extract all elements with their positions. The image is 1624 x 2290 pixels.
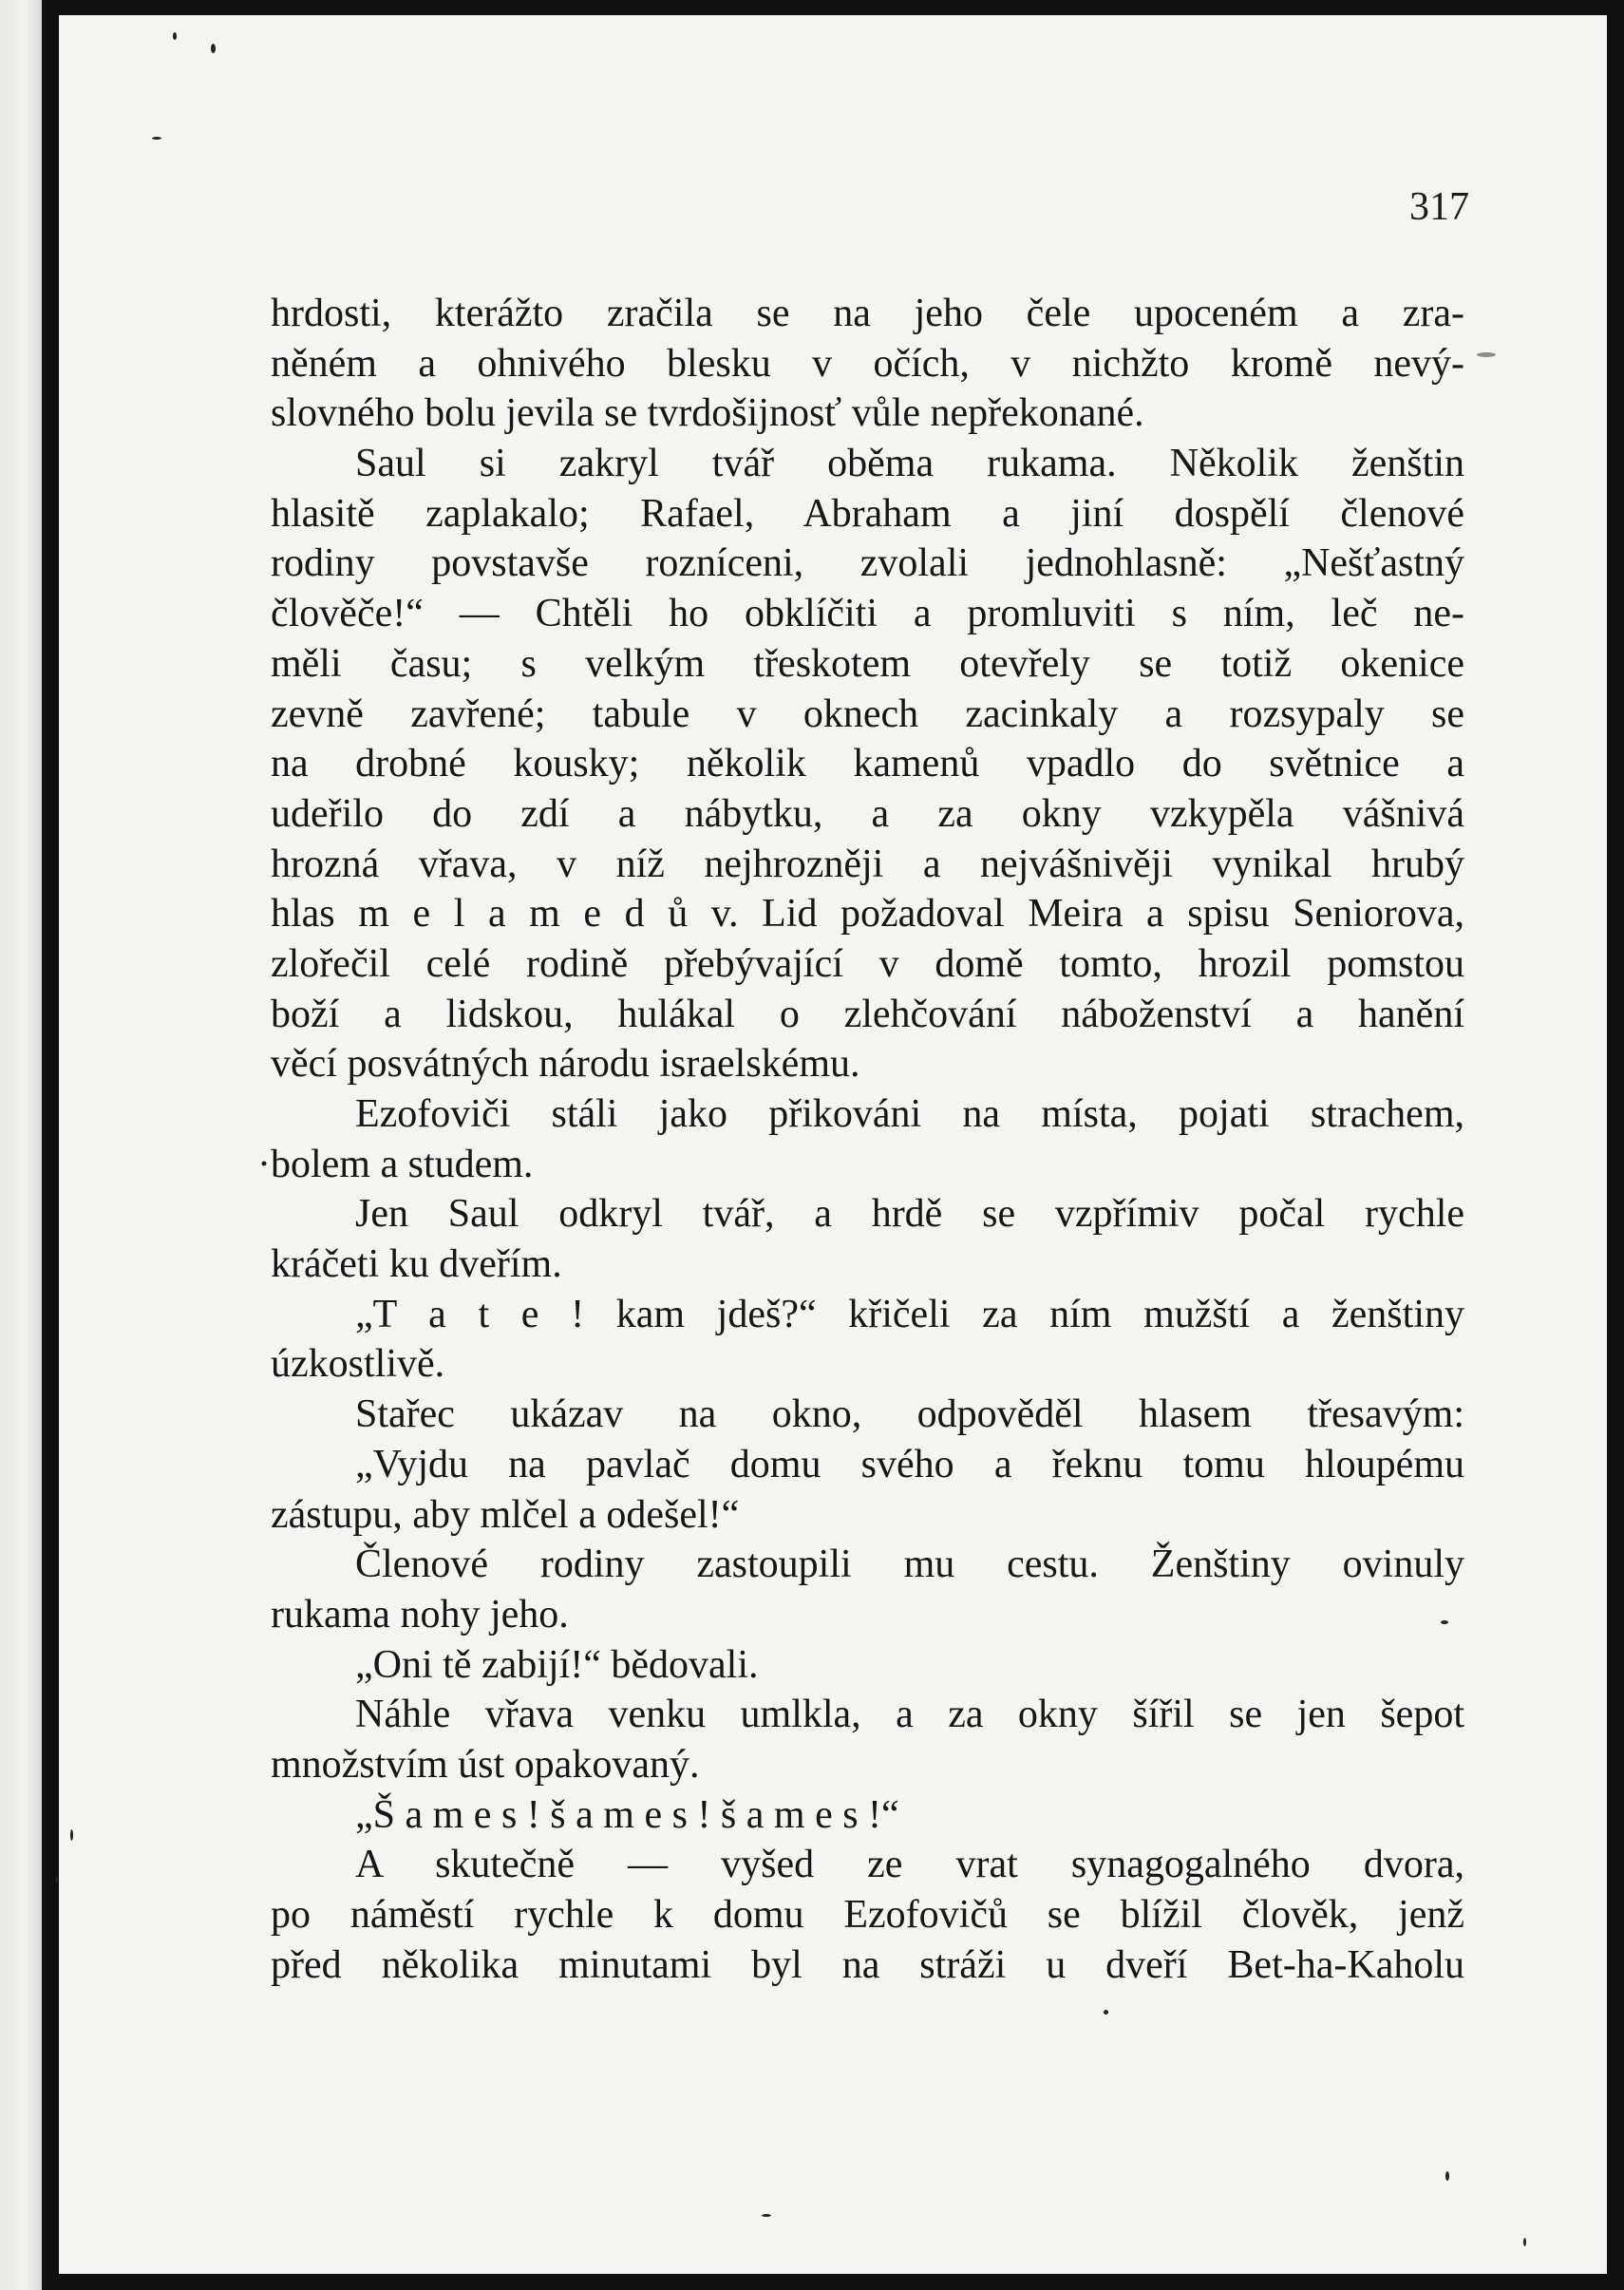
scan-speck — [55, 1877, 58, 1883]
page-number: 317 — [1409, 185, 1469, 229]
text-line: věcí posvátných národu israelskému. — [271, 1042, 860, 1087]
text-line: udeřilo do zdí a nábytku, a za okny vzkypěla vášnivá — [271, 791, 1464, 836]
text-line: Saul si zakryl tvář oběma rukama. Několik ženštin — [355, 442, 1464, 486]
scan-speck — [152, 137, 161, 140]
scan-speck — [1441, 1620, 1448, 1624]
text-line: „Oni tě zabijí!“ bědovali. — [355, 1642, 759, 1687]
text-line: po náměstí rychle k domu Ezofovičů se blížil člověk, jenž — [271, 1893, 1464, 1937]
text-line: Jen Saul odkryl tvář, a hrdě se vzpřímiv počal rychle — [355, 1192, 1464, 1237]
text-line: zástupu, aby mlčel a odešel!“ — [271, 1492, 740, 1537]
scan-speck — [1104, 2010, 1108, 2015]
text-line: „Š a m e s ! š a m e s ! š a m e s !“ — [355, 1792, 899, 1837]
text-line: kráčeti ku dveřím. — [271, 1242, 562, 1287]
scan-speck — [70, 1829, 73, 1841]
text-line: úzkostlivě. — [271, 1342, 445, 1387]
text-line: ·bolem a studem. — [257, 1142, 534, 1186]
text-line: hlas m e l a m e d ů v. Lid požadoval Meira a spisu Seniorova, — [271, 892, 1464, 937]
text-line: hlasitě zaplakalo; Rafael, Abraham a jiní dospělí členové — [271, 491, 1464, 536]
text-line: „T a t e ! kam jdeš?“ křičeli za ním mužští a ženštiny — [355, 1292, 1464, 1336]
scan-speck — [1477, 352, 1496, 357]
scan-speck — [211, 44, 216, 53]
scan-speck — [762, 2214, 771, 2217]
text-line: „Vyjdu na pavlač domu svého a řeknu tomu hloupému — [355, 1442, 1464, 1486]
text-line: člověče!“ — Chtěli ho obklíčiti a promluviti s ním, leč ne- — [271, 592, 1464, 636]
text-line: množstvím úst opakovaný. — [271, 1742, 700, 1787]
text-line: rukama nohy jeho. — [271, 1592, 569, 1637]
text-line: na drobné kousky; několik kamenů vpadlo do světnice a — [271, 742, 1464, 786]
body-text — [257, 289, 1464, 1990]
text-line: měli času; s velkým třeskotem otevřely se totiž okenice — [271, 641, 1464, 686]
text-line: Náhle vřava venku umlkla, a za okny šířil se jen šepot — [355, 1693, 1464, 1737]
scan-speck — [1523, 2238, 1526, 2246]
text-line: Ezofoviči stáli jako přikováni na místa, pojati strachem, — [355, 1092, 1464, 1136]
text-line: rodiny povstavše rozníceni, zvolali jednohlasně: „Nešťastný — [271, 541, 1464, 586]
text-line: před několika minutami byl na stráži u dveří Bet-ha-Kaholu — [271, 1942, 1464, 1987]
text-line: Stařec ukázav na okno, odpověděl hlasem třesavým: — [355, 1392, 1464, 1437]
text-line: Členové rodiny zastoupili mu cestu. Ženštiny ovinuly — [355, 1542, 1464, 1587]
text-line: A skutečně — vyšed ze vrat synagogalného dvora, — [355, 1843, 1464, 1887]
book-page — [59, 15, 1607, 2274]
scan-speck — [1445, 2171, 1449, 2181]
text-line: něném a ohnivého blesku v očích, v nichžto kromě nevý- — [271, 341, 1464, 386]
text-line: slovného bolu jevila se tvrdošijnosť vůle nepřekonané. — [271, 391, 1144, 436]
text-line: hrozná vřava, v níž nejhrozněji a nejvášnivěji vynikal hrubý — [271, 842, 1464, 886]
previous-page-edge — [0, 0, 42, 2290]
text-line: zlořečil celé rodině přebývající v domě tomto, hrozil pomstou — [271, 941, 1464, 986]
scan-speck — [173, 32, 177, 40]
text-line: hrdosti, kterážto zračila se na jeho čele upoceném a zra- — [271, 292, 1464, 335]
text-line: zevně zavřené; tabule v oknech zacinkaly a rozsypaly se — [271, 691, 1464, 736]
text-line: boží a lidskou, hulákal o zlehčování náboženství a hanění — [271, 992, 1464, 1036]
